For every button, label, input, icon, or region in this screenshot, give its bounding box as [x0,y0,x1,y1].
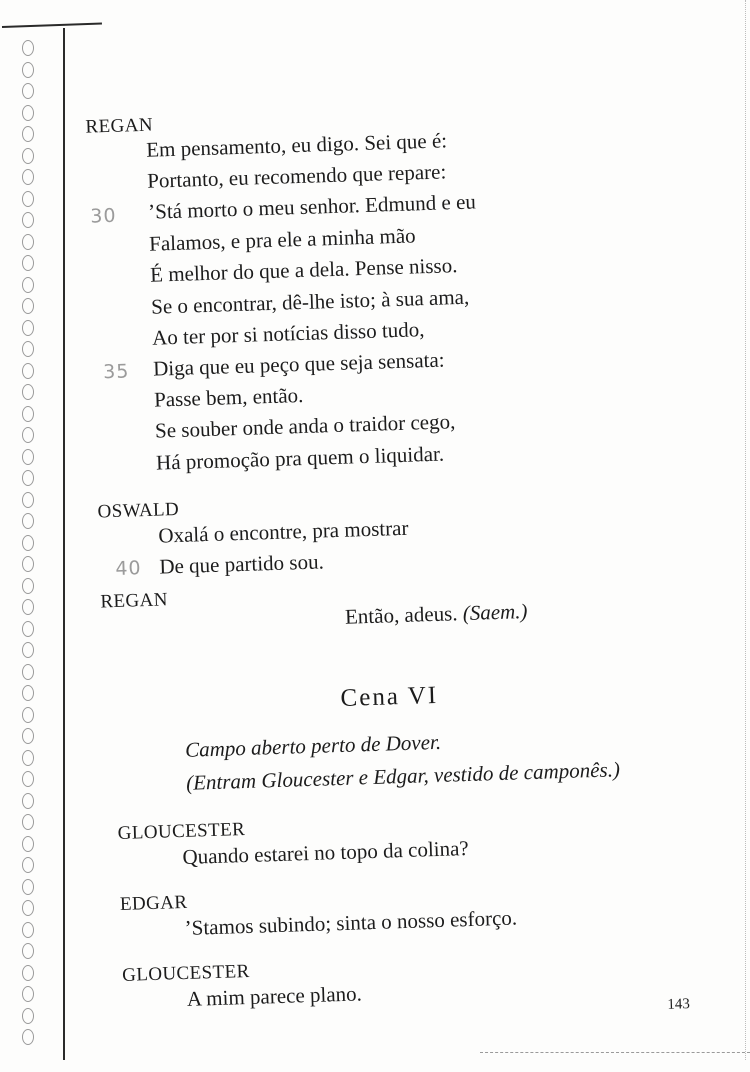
verse-line: Falamos, e pra ele a minha mão [148,223,416,256]
scene-setting: Campo aberto perto de Dover. [184,729,442,762]
verse-line: Se o encontrar, dê-lhe isto; à sua ama, [150,284,470,319]
verse-line: É melhor do que a dela. Pense nisso. [149,253,458,287]
verse-line: Portanto, eu recomendo que repare: [146,159,447,193]
verse-line: De que partido sou. [158,549,325,579]
verse-line: ’Stamos subindo; sinta o nosso esforço. [184,905,518,940]
scan-bottom-edge [480,1052,750,1053]
stage-direction: (Saem.) [462,599,528,626]
speaker-name: REGAN [85,114,154,138]
scene-title: Cena VI [340,681,439,712]
page-number: 143 [667,996,691,1013]
verse-line: Passe bem, então. [153,382,304,412]
verse-line: Se souber onde anda o traidor cego, [154,409,456,443]
verse-line: Oxalá o encontre, pra mostrar [157,515,409,548]
handwritten-line-number: 40 [115,557,142,580]
verse-line: Em pensamento, eu digo. Sei que é: [145,128,448,162]
verse-line: Diga que eu peço que seja sensata: [152,347,445,381]
speaker-name: GLOUCESTER [121,960,250,986]
speaker-name: GLOUCESTER [117,819,246,845]
verse-line: Há promoção pra quem o liquidar. [155,441,445,475]
handwritten-line-number: 35 [102,360,130,384]
verse-text: Então, adeus. [344,601,458,629]
handwritten-line-number: 30 [89,204,117,228]
verse-line [345,601,528,628]
speaker-name: EDGAR [119,891,188,915]
speaker-name: OSWALD [97,498,180,523]
speaker-name: REGAN [100,589,169,613]
verse-line: Quando estarei no topo da colina? [182,836,470,869]
verse-line: A mim parece plano. [186,981,363,1011]
verse-line: ’Stá morto o meu senhor. Edmund e eu [147,189,477,224]
stage-direction: (Entram Gloucester e Edgar, vestido de camponês.) [185,757,621,795]
verse-line: Ao ter por si notícias disso tudo, [151,317,425,350]
